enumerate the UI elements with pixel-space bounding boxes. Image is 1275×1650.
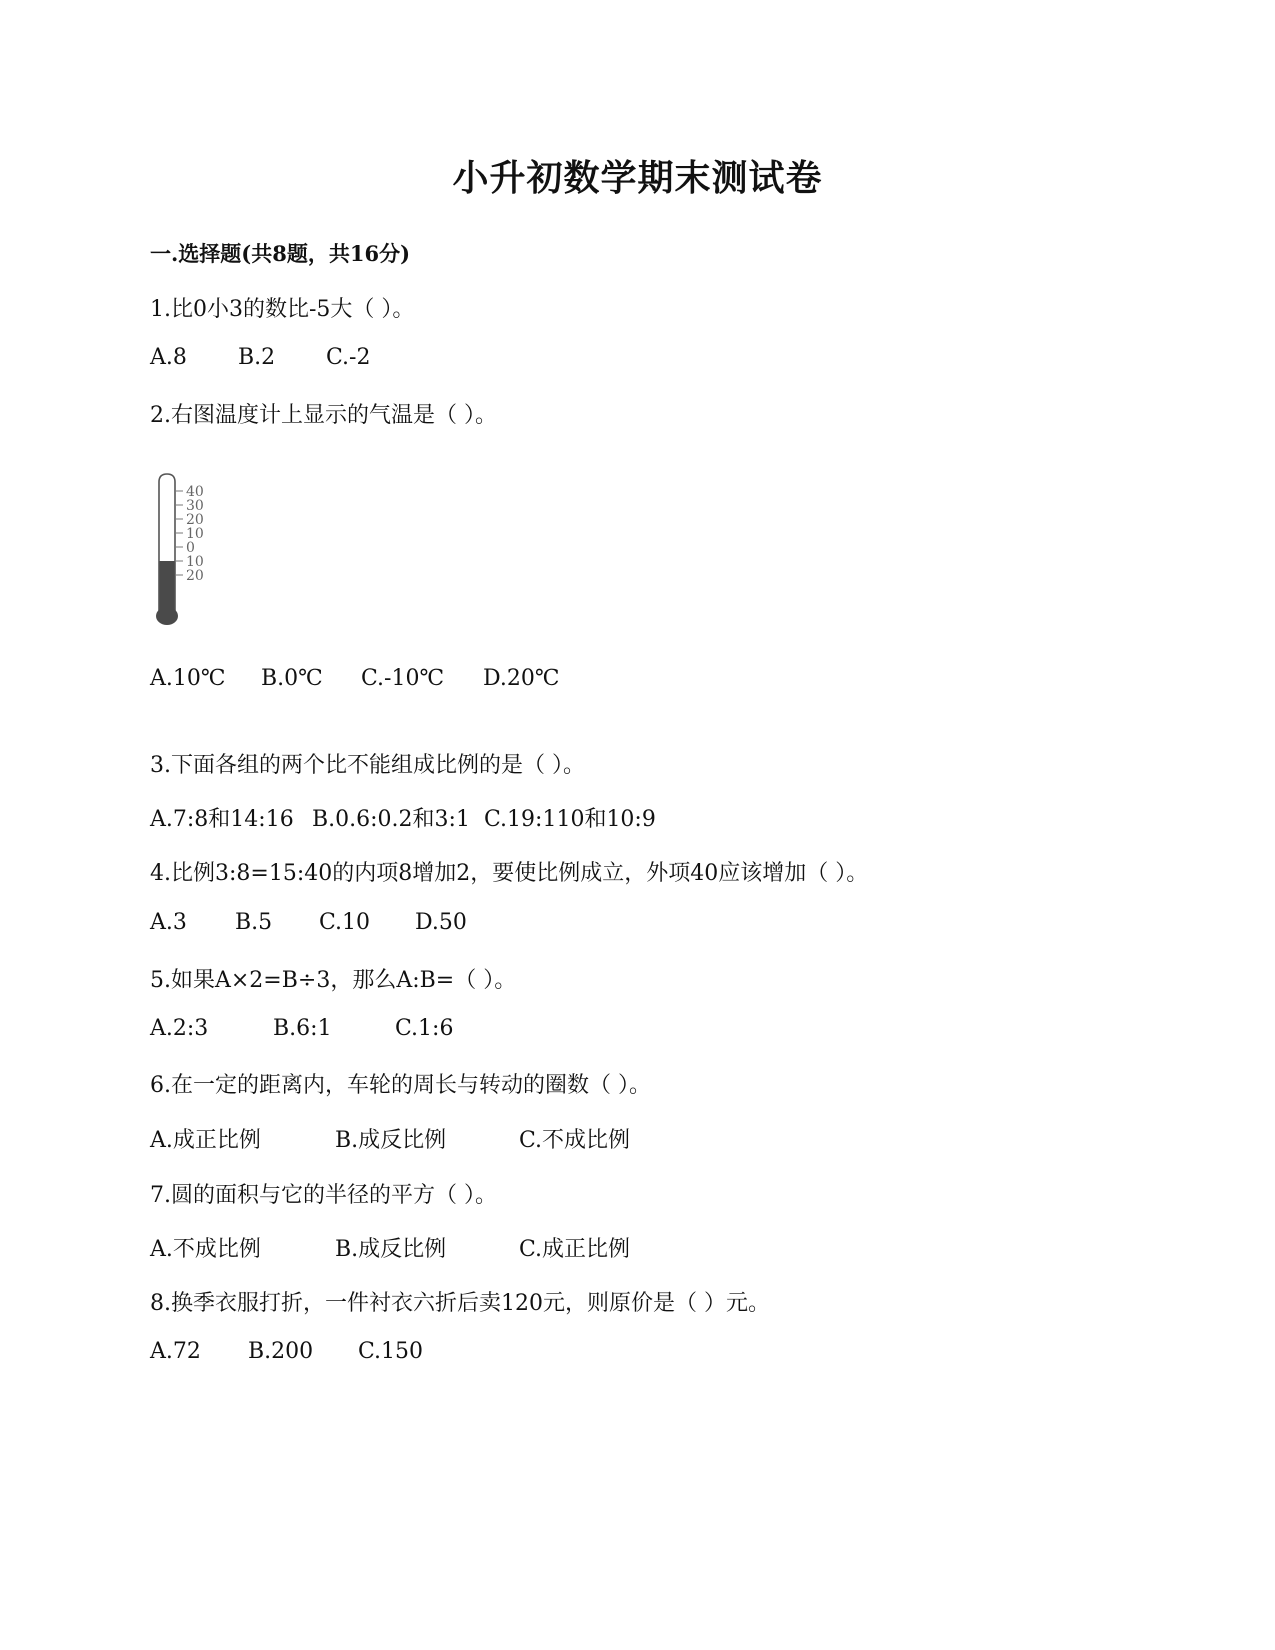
q4-option-b[interactable]: B.5 (235, 910, 273, 935)
question-6-stem: 6.在一定的距离内，车轮的周长与转动的圈数（ ）。 (150, 1073, 651, 1098)
question-5-stem: 5.如果A×2=B÷3，那么A:B=（ ）。 (150, 968, 517, 993)
page-title: 小升初数学期末测试卷 (452, 157, 823, 199)
q1-option-b[interactable]: B.2 (238, 345, 276, 370)
thermo-label-0: 0 (186, 540, 195, 556)
question-7-stem: 7.圆的面积与它的半径的平方（ ）。 (150, 1183, 497, 1208)
question-6-options (150, 1123, 630, 1154)
thermo-label-neg10: 10 (186, 554, 204, 570)
question-1-stem: 1.比0小3的数比-5大（ ）。 (150, 297, 415, 322)
q3-option-b[interactable]: B.0.6:0.2和3:1 (312, 807, 470, 832)
question-4-stem: 4.比例3:8=15:40的内项8增加2，要使比例成立，外项40应该增加（ ）。 (150, 861, 869, 886)
q4-option-d[interactable]: D.50 (415, 910, 467, 935)
q5-option-a[interactable]: A.2:3 (150, 1016, 209, 1041)
q5-option-c[interactable]: C.1:6 (395, 1016, 454, 1041)
q5-option-b[interactable]: B.6:1 (273, 1016, 332, 1041)
section-heading: 一.选择题(共8题，共16分) (150, 241, 411, 266)
question-2-stem: 2.右图温度计上显示的气温是（ ）。 (150, 403, 497, 428)
question-4-options (150, 910, 467, 935)
q7-option-c[interactable]: C.成正比例 (519, 1237, 631, 1262)
question-8-options (150, 1339, 423, 1364)
q7-option-a[interactable]: A.不成比例 (150, 1237, 261, 1262)
question-2-options (150, 666, 559, 691)
question-8-stem: 8.换季衣服打折，一件衬衣六折后卖120元，则原价是（ ）元。 (150, 1291, 770, 1316)
question-3-stem: 3.下面各组的两个比不能组成比例的是（ ）。 (150, 753, 585, 778)
thermo-label-neg20: 20 (186, 568, 204, 584)
q6-option-b[interactable]: B.成反比例 (335, 1128, 447, 1153)
question-7-options (150, 1232, 630, 1263)
question-5-options (150, 1016, 453, 1041)
q1-option-a[interactable]: A.8 (150, 345, 187, 370)
q7-option-b[interactable]: B.成反比例 (335, 1237, 447, 1262)
thermometer-mercury (160, 561, 175, 614)
q3-option-c[interactable]: C.19:110和10:9 (484, 807, 656, 832)
q4-option-c[interactable]: C.10 (319, 910, 371, 935)
q4-option-a[interactable]: A.3 (150, 910, 187, 935)
q1-option-c[interactable]: C.-2 (326, 345, 371, 370)
q2-option-c[interactable]: C.-10℃ (361, 666, 445, 691)
thermo-label-30: 30 (186, 498, 204, 514)
thermo-label-10: 10 (186, 526, 204, 542)
q2-option-d[interactable]: D.20℃ (483, 666, 560, 691)
q2-option-a[interactable]: A.10℃ (150, 666, 226, 691)
q6-option-c[interactable]: C.不成比例 (519, 1128, 631, 1153)
q8-option-a[interactable]: A.72 (150, 1339, 201, 1364)
q8-option-b[interactable]: B.200 (248, 1339, 314, 1364)
question-1-options (150, 345, 370, 370)
q3-option-a[interactable]: A.7:8和14:16 (150, 807, 294, 832)
thermo-label-40: 40 (186, 484, 204, 500)
q6-option-a[interactable]: A.成正比例 (150, 1128, 261, 1153)
thermometer-figure (155, 472, 225, 632)
question-3-options (150, 802, 656, 833)
q2-option-b[interactable]: B.0℃ (261, 666, 323, 691)
thermo-label-20: 20 (186, 512, 204, 528)
q8-option-c[interactable]: C.150 (358, 1339, 424, 1364)
thermometer-bulb (156, 607, 178, 625)
